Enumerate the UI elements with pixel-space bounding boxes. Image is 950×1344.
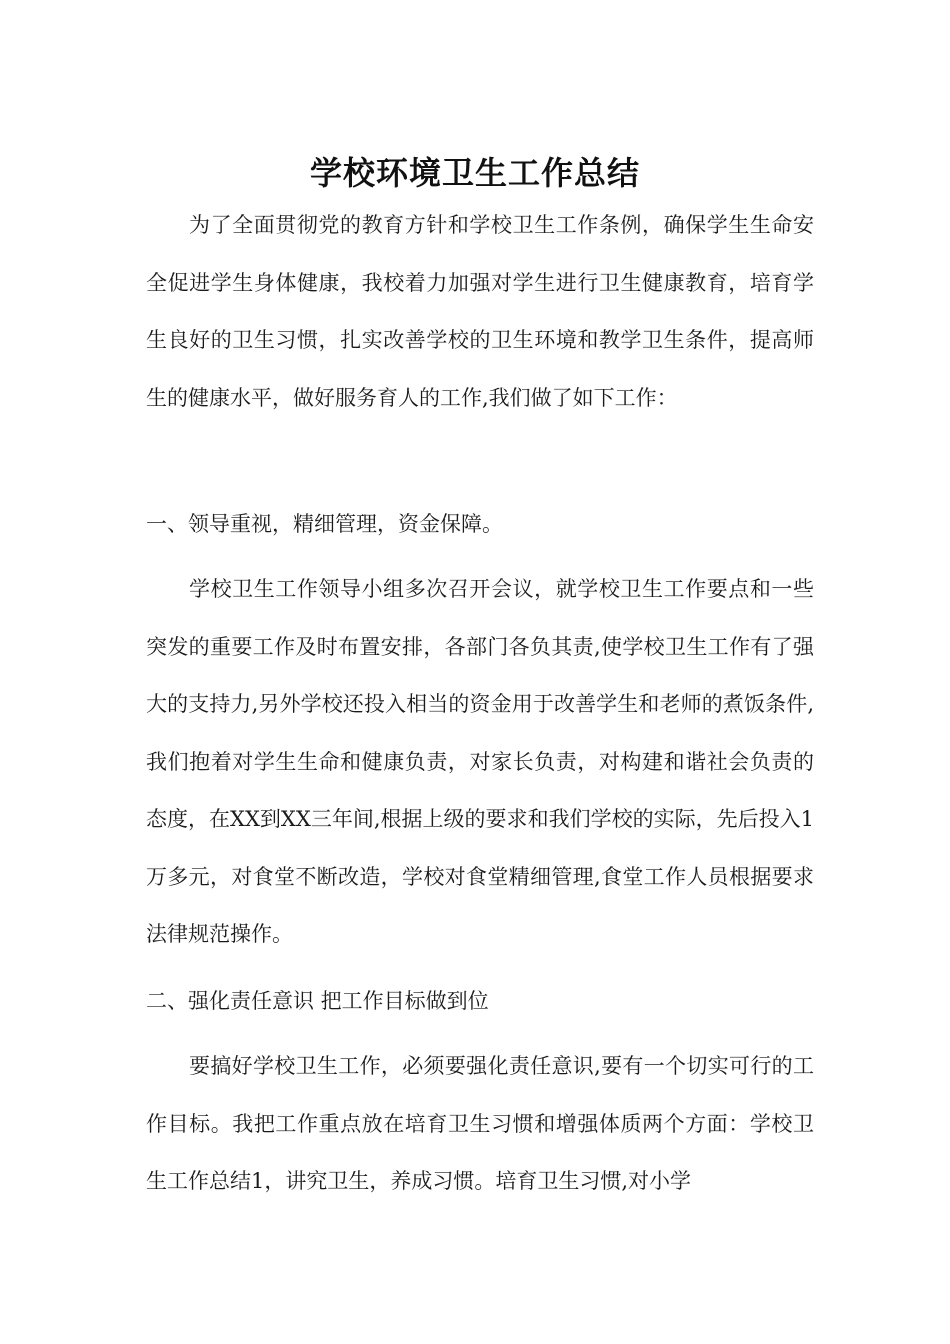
section-2-heading: 二、强化责任意识 把工作目标做到位 bbox=[146, 989, 489, 1013]
section-1-heading: 一、领导重视，精细管理，资金保障。 bbox=[146, 512, 503, 536]
section-2-body: 要搞好学校卫生工作，必须要强化责任意识,要有一个切实可行的工作目标。我把工作重点放在培育卫生习惯和增强体质两个方面：学校卫生工作总结1，讲究卫生，养成习惯。培育卫生习惯,对小学 bbox=[146, 1054, 814, 1193]
section-1-body: 学校卫生工作领导小组多次召开会议，就学校卫生工作要点和一些突发的重要工作及时布置安排，各部门各负其责,使学校卫生工作有了强大的支持力,另外学校还投入相当的资金用于改善学生和老师的煮饭条件,我们抱着对学生生命和健康负责，对家长负责，对构建和谐社会负责的态度，在XX到XX三年间,根据上级的要求和我们学校的实际，先后投入1万多元，对食堂不断改造，学校对食堂精细管理,食堂工作人员根据要求法律规范操作。 bbox=[146, 577, 814, 946]
section-1-paragraph bbox=[146, 561, 814, 964]
section-2-heading-block bbox=[146, 973, 814, 1031]
intro-text: 为了全面贯彻党的教育方针和学校卫生工作条例，确保学生生命安全促进学生身体健康，我校着力加强对学生进行卫生健康教育，培育学生良好的卫生习惯，扎实改善学校的卫生环境和教学卫生条件，提高师生的健康水平，做好服务育人的工作,我们做了如下工作： bbox=[146, 213, 814, 410]
document-title: 学校环境卫生工作总结 bbox=[309, 154, 640, 193]
section-1-heading-block bbox=[146, 496, 814, 554]
section-2-paragraph bbox=[146, 1038, 814, 1218]
intro-paragraph bbox=[146, 197, 814, 427]
